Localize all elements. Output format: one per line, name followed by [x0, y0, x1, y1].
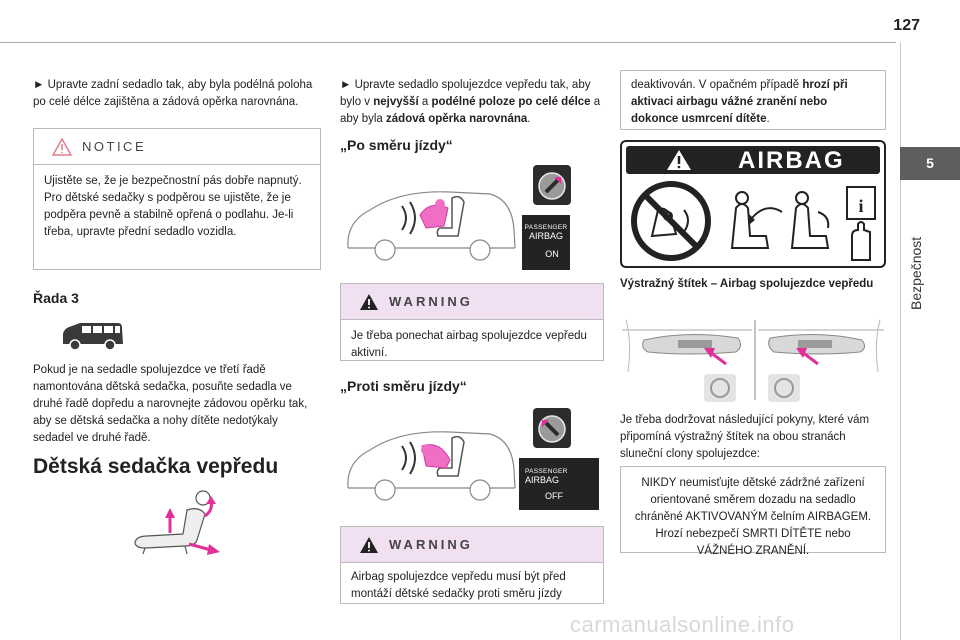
airbag-off-state: OFF: [545, 491, 563, 501]
warning-box-2: [340, 526, 604, 604]
chapter-label: [905, 190, 929, 310]
col2-intro-bold1: nejvyšší: [373, 96, 419, 108]
follow-text: Je třeba dodržovat následující pokyny, které vám připomíná výstražný štítek na obou stranách sluneční clony spolujezdce:: [620, 414, 870, 460]
continuation-box: [620, 70, 886, 130]
warning1-header: [341, 284, 603, 320]
warning2-header: [341, 527, 603, 563]
airbag-deploy-icon: [722, 188, 834, 258]
van-icon: [60, 320, 126, 352]
chapter-title: Bezpečnost: [908, 236, 924, 310]
rearward-car-illustration: [340, 410, 520, 505]
warning-triangle-icon: [666, 149, 692, 171]
col2-intro: [340, 77, 605, 128]
airbag-on-indicator: [522, 215, 570, 270]
airbag-on-line1: PASSENGER: [524, 224, 568, 231]
header-rule: [0, 42, 896, 43]
notice-header: [34, 129, 320, 165]
col2-intro-bold3: zádová opěrka narovnána: [386, 113, 528, 125]
sun-visor-illustration: [618, 312, 888, 404]
seat-adjust-illustration: [125, 488, 235, 556]
cont-c: .: [766, 113, 770, 125]
col2-intro-c: a: [418, 96, 432, 108]
forward-car-illustration: [340, 170, 520, 265]
warning-triangle-icon: [359, 293, 379, 311]
read-manual-icon: [844, 184, 878, 264]
col1-intro: ► Upravte zadní sedadlo tak, aby byla podélná poloha po celé délce zajištěna a zádová opěrka narovnána.: [33, 79, 313, 108]
warning1-title: WARNING: [389, 294, 473, 309]
cont-bold: hrozí při aktivaci airbagu vážné zranění nebo dokonce usmrcení dítěte: [631, 79, 848, 125]
col2-intro-bold2: podélné poloze po celé délce: [431, 96, 591, 108]
rear-title: „Proti směru jízdy“: [340, 378, 467, 394]
warning2-text: Airbag spolujezdce vepředu musí být před montáží dětské sedačky proti směru jízdy: [351, 571, 566, 600]
airbag-on-state: ON: [545, 249, 559, 259]
airbag-warning-label: [620, 140, 886, 268]
row3-title: Řada 3: [33, 290, 79, 306]
label-word: AIRBAG: [738, 147, 845, 174]
row3-text: Pokud je na sedadle spolujezdce ve třetí řadě namontována dětská sedačka, posuňte sedadla ve druhé řadě dopředu a narovnejte zádovou opěrku tak, aby se dětská sedačka a nohy dítěte nedotýkaly sedadel ve druhé řadě.: [33, 364, 308, 444]
never-warning-box: NIKDY neumisťujte dětské zádržné zařízení orientované směrem dozadu na sedadlo chráněné AKTIVOVANÝM čelním AIRBAGEM. Hrozí nebezpečí SMRTI DÍTĚTE nebo VÁŽNÉHO ZRANĚNÍ.: [620, 466, 886, 553]
watermark: carmanualsonline.info: [570, 612, 795, 637]
side-divider: [900, 42, 901, 640]
forward-title: „Po směru jízdy“: [340, 137, 453, 153]
notice-title: NOTICE: [82, 139, 147, 154]
airbag-key-switch-on-icon: [533, 165, 571, 205]
airbag-off-indicator: [519, 458, 599, 510]
no-rear-facing-seat-icon: [630, 180, 712, 262]
warning-triangle-icon: [52, 138, 72, 156]
col2-intro-a: ► Upravte sedadlo spolujezdce vepředu tak, aby bylo v: [340, 79, 591, 108]
col2-intro-d: a aby byla: [340, 96, 601, 125]
page-number: 127: [893, 17, 920, 34]
label-caption: Výstražný štítek – Airbag spolujezdce vepředu: [620, 278, 874, 290]
section-title: Dětská sedačka vepředu: [33, 455, 279, 478]
airbag-off-line2: AIRBAG: [525, 475, 560, 485]
warning-box-1: [340, 283, 604, 361]
col2-intro-e: .: [527, 113, 531, 125]
notice-text: Ujistěte se, že je bezpečnostní pás dobře napnutý. Pro dětské sedačky s podpěrou se ujistěte, že je podpěra pevně a stabilně opřená o podlahu. Je-li třeba, upravte přední sedadlo vozidla.: [44, 175, 302, 238]
warning1-text: Je třeba ponechat airbag spolujezdce vepředu aktivní.: [351, 330, 587, 359]
airbag-key-switch-off-icon: [533, 408, 571, 448]
airbag-on-line2: AIRBAG: [528, 231, 563, 241]
cont-a: deaktivován. V opačném případě: [631, 79, 803, 91]
chapter-tab[interactable]: 5: [900, 147, 960, 180]
warning-triangle-icon: [359, 536, 379, 554]
svg-text:i: i: [858, 196, 864, 216]
warning2-title: WARNING: [389, 537, 473, 552]
airbag-off-line1: PASSENGER: [525, 468, 568, 475]
notice-box: [33, 128, 321, 270]
label-header: [626, 146, 880, 174]
